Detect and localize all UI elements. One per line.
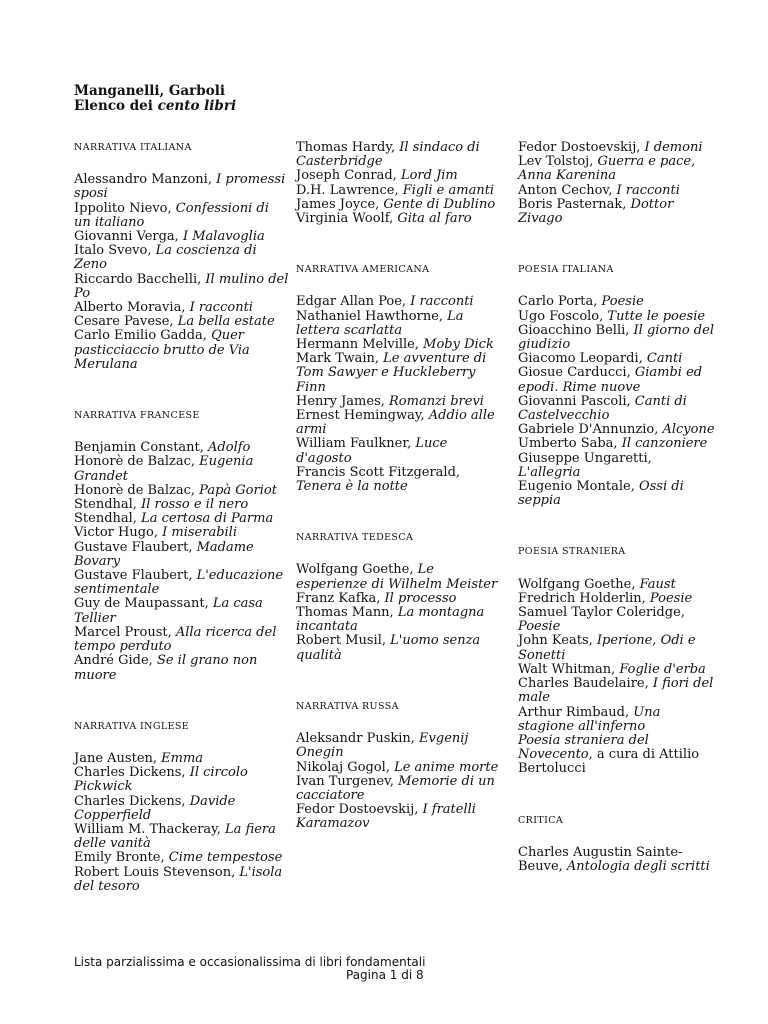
column-2	[296, 141, 506, 832]
book-editor: , a cura di Attilio Bertolucci	[518, 747, 700, 777]
book-title: La fiera delle vanità	[74, 821, 276, 852]
book-title: Le anime morte	[394, 759, 499, 775]
book-entry	[296, 409, 506, 437]
book-entry	[74, 484, 289, 498]
book-title: Romanzi brevi	[389, 393, 484, 409]
book-author: Thomas Mann,	[296, 605, 398, 621]
book-author: Benjamin Constant,	[74, 440, 209, 456]
book-author: Giosue Carducci,	[518, 365, 635, 381]
book-entry	[518, 480, 718, 508]
book-author: Italo Svevo,	[74, 243, 156, 259]
book-author: Alessandro Manzoni,	[74, 172, 217, 188]
page-number: Pagina 1 di 8	[346, 968, 424, 982]
book-entry	[296, 395, 506, 409]
book-author: Franz Kafka,	[296, 590, 385, 606]
book-author: Boris Pasternak,	[518, 196, 631, 212]
book-author: Robert Louis Stevenson,	[74, 864, 240, 880]
book-author: Thomas Hardy,	[296, 140, 400, 155]
section-gap	[296, 494, 506, 531]
book-author: Honorè de Balzac,	[74, 482, 200, 498]
book-entry	[74, 202, 289, 230]
book-title: La montagna incantata	[296, 605, 485, 635]
book-author: Fredrich Holderlin,	[518, 590, 650, 606]
book-author: Carlo Emilio Gadda,	[74, 328, 212, 344]
book-title: L'uomo senza qualità	[296, 633, 481, 663]
book-title: Memorie di un cacciatore	[296, 773, 495, 803]
book-author: William Faulkner,	[296, 436, 416, 452]
book-title: Evgenij Onegin	[296, 731, 469, 761]
book-entry	[296, 169, 506, 183]
book-entry	[518, 295, 718, 309]
book-title: Poesia straniera del Novecento	[518, 732, 649, 763]
book-entry	[518, 734, 718, 777]
book-entry	[74, 851, 289, 865]
book-entry	[518, 578, 718, 592]
book-author: Jane Austen,	[74, 750, 162, 766]
book-entry	[518, 452, 718, 480]
book-title: Addio alle armi	[296, 408, 495, 438]
book-author: Gustave Flaubert,	[74, 539, 197, 555]
book-entry	[74, 244, 289, 272]
section-heading: NARRATIVA FRANCESE	[74, 410, 200, 422]
book-title: I promessi sposi	[74, 172, 286, 202]
book-title: La coscienza di Zeno	[74, 243, 257, 273]
book-title: Madame Bovary	[74, 539, 254, 569]
book-author: Gustave Flaubert,	[74, 568, 197, 584]
book-title: La bella estate	[177, 314, 275, 330]
book-title: Eugenia Grandet	[74, 454, 254, 484]
book-author: Fedor Dostoevskij,	[518, 140, 645, 155]
book-entry	[518, 634, 718, 662]
book-author: Ippolito Nievo,	[74, 200, 176, 216]
book-title: Tutte le poesie	[607, 308, 706, 324]
section-gap	[74, 372, 289, 409]
book-title: Guerra e pace, Anna Karenina	[518, 154, 696, 184]
book-author: Lev Tolstoj,	[518, 154, 598, 170]
book-title: Il mulino del Po	[74, 271, 289, 301]
book-entry	[296, 212, 506, 226]
book-title: Adolfo	[208, 440, 251, 456]
book-title: Il rosso e il nero	[141, 497, 249, 513]
book-author: Carlo Porta,	[518, 294, 602, 310]
book-entry	[518, 606, 718, 634]
section-heading: NARRATIVA TEDESCA	[296, 532, 414, 544]
section-gap	[296, 226, 506, 263]
section-heading: NARRATIVA INGLESE	[74, 720, 190, 732]
book-author: Gioacchino Belli,	[518, 322, 634, 338]
book-title: Ossi di seppia	[518, 479, 684, 509]
book-title: La lettera scarlatta	[296, 308, 464, 338]
book-title: Luce d'agosto	[296, 436, 448, 466]
book-author: Virginia Woolf,	[296, 211, 398, 227]
book-title: Dottor Zivago	[518, 196, 674, 227]
book-title: I Malavoglia	[182, 229, 265, 245]
book-entry	[296, 352, 506, 395]
book-title: Tenera è la notte	[296, 479, 408, 495]
book-title: Iperione, Odi e Sonetti	[518, 633, 696, 663]
book-title: Canti di Castelvecchio	[518, 393, 687, 424]
section-gap	[296, 663, 506, 700]
book-title: Poesie	[601, 294, 644, 310]
book-entry	[296, 198, 506, 212]
book-entry	[296, 761, 506, 775]
book-title: I demoni	[644, 140, 703, 155]
book-title: Canti	[646, 351, 683, 367]
book-title: La certosa di Parma	[141, 511, 274, 527]
book-entry	[296, 141, 506, 169]
book-entry	[518, 677, 718, 705]
book-author: Giacomo Leopardi,	[518, 351, 647, 367]
book-entry	[518, 352, 718, 366]
book-author: Ivan Turgenev,	[296, 773, 399, 789]
book-title: Gita al faro	[397, 211, 472, 227]
column-3	[518, 141, 718, 874]
book-author: Henry James,	[296, 393, 390, 409]
book-title: Se il grano non muore	[74, 653, 258, 683]
book-entry	[74, 766, 289, 794]
book-author: Wolfgang Goethe,	[296, 562, 418, 578]
book-author: Robert Musil,	[296, 633, 391, 649]
book-author: John Keats,	[518, 633, 597, 649]
book-title: I racconti	[189, 300, 253, 316]
book-title: Giambi ed epodi. Rime nuove	[518, 365, 703, 395]
book-title: Moby Dick	[423, 337, 494, 353]
book-title: Le avventure di Tom Sawyer e Huckleberry Finn	[296, 351, 487, 395]
book-entry	[518, 198, 718, 226]
book-entry	[296, 184, 506, 198]
book-title: Alcyone	[662, 422, 715, 438]
book-title: Davide Copperfield	[74, 793, 236, 823]
book-title: I miserabili	[162, 525, 238, 541]
book-author: Giuseppe Ungaretti,	[518, 450, 652, 466]
book-title: Faust	[639, 576, 676, 592]
book-title: Poesie	[649, 590, 693, 606]
section-gap	[74, 683, 289, 720]
book-author: Hermann Melville,	[296, 337, 424, 353]
book-entry	[74, 455, 289, 483]
book-entry	[74, 569, 289, 597]
book-entry	[296, 634, 506, 662]
book-author: Samuel Taylor Coleridge,	[518, 605, 685, 621]
book-author: Wolfgang Goethe,	[518, 576, 640, 592]
book-title: I racconti	[410, 294, 474, 310]
book-author: D.H. Lawrence,	[296, 182, 403, 198]
book-entry	[296, 295, 506, 309]
book-entry	[74, 795, 289, 823]
book-author: Edgar Allan Poe,	[296, 294, 411, 310]
book-author: Alberto Moravia,	[74, 300, 190, 316]
column-1	[74, 141, 289, 894]
book-author: James Joyce,	[296, 196, 384, 212]
book-author: André Gide,	[74, 653, 157, 669]
book-author: Honorè de Balzac,	[74, 454, 200, 470]
section-heading: NARRATIVA AMERICANA	[296, 264, 430, 276]
book-author: Riccardo Bacchelli,	[74, 271, 206, 287]
book-title: L'educazione sentimentale	[74, 568, 284, 598]
book-author: Charles Baudelaire,	[518, 676, 653, 692]
book-entry	[296, 466, 506, 494]
section-gap	[518, 777, 718, 814]
book-title: Il processo	[384, 590, 457, 606]
document-title	[74, 84, 236, 114]
book-entry	[518, 437, 718, 451]
book-entry	[518, 310, 718, 324]
section-gap	[518, 508, 718, 545]
book-author: Ugo Foscolo,	[518, 308, 608, 324]
book-entry	[518, 592, 718, 606]
book-entry	[74, 541, 289, 569]
book-title: Gente di Dublino	[383, 196, 496, 212]
book-entry	[518, 423, 718, 437]
book-title: Cime tempestose	[168, 850, 283, 866]
book-author: Marcel Proust,	[74, 624, 176, 640]
book-author: Aleksandr Puskin,	[296, 731, 420, 747]
section-gap	[518, 226, 718, 263]
book-entry	[296, 775, 506, 803]
book-entry	[74, 597, 289, 625]
book-title: I fratelli Karamazov	[296, 802, 476, 832]
book-entry	[74, 752, 289, 766]
book-author: Charles Augustin Sainte-Beuve,	[518, 844, 683, 874]
book-entry	[74, 626, 289, 654]
book-title: Alla ricerca del tempo perduto	[74, 624, 277, 655]
book-title: Il giorno del giudizio	[518, 322, 714, 353]
book-author: Anton Cechov,	[518, 182, 617, 198]
book-title: L'allegria	[518, 464, 581, 480]
book-author: Mark Twain,	[296, 351, 384, 367]
book-entry	[74, 329, 289, 372]
section-heading: POESIA STRANIERA	[518, 546, 626, 558]
book-entry	[74, 315, 289, 329]
book-author: Joseph Conrad,	[296, 168, 401, 184]
book-entry	[518, 324, 718, 352]
book-author: Nathaniel Hawthorne,	[296, 308, 448, 324]
book-entry	[74, 823, 289, 851]
book-entry	[518, 184, 718, 198]
book-entry	[74, 301, 289, 315]
book-entry	[74, 498, 289, 512]
book-entry	[74, 866, 289, 894]
book-author: Charles Dickens,	[74, 765, 190, 781]
section-heading: CRITICA	[518, 814, 564, 826]
book-entry	[518, 846, 718, 874]
book-entry	[74, 273, 289, 301]
book-author: Charles Dickens,	[74, 793, 190, 809]
book-author: Francis Scott Fitzgerald,	[296, 464, 461, 480]
book-title: La casa Tellier	[74, 596, 263, 626]
book-title: Lord Jim	[400, 168, 458, 184]
book-entry	[74, 230, 289, 244]
book-title: Confessioni di un italiano	[74, 200, 269, 230]
book-title: L'isola del tesoro	[74, 864, 283, 894]
book-entry	[296, 437, 506, 465]
book-title: Papà Goriot	[199, 482, 277, 498]
book-title: Antologia degli scritti	[566, 858, 710, 874]
section-heading: NARRATIVA ITALIANA	[74, 142, 192, 153]
book-entry	[296, 338, 506, 352]
book-entry	[518, 706, 718, 734]
book-title: Emma	[161, 750, 204, 766]
book-entry	[74, 526, 289, 540]
book-title: I racconti	[616, 182, 680, 198]
book-entry	[296, 606, 506, 634]
book-entry	[518, 141, 718, 155]
book-title: I fiori del male	[518, 676, 714, 706]
book-title: Una stagione all'inferno	[518, 704, 661, 734]
book-title: Figli e amanti	[402, 182, 495, 198]
book-entry	[74, 173, 289, 201]
book-entry	[296, 310, 506, 338]
book-entry	[74, 654, 289, 682]
book-entry	[518, 663, 718, 677]
book-author: William M. Thackeray,	[74, 821, 226, 837]
book-entry	[518, 366, 718, 394]
book-author: Giovanni Pascoli,	[518, 393, 635, 409]
book-title: Le esperienze di Wilhelm Meister	[296, 562, 498, 592]
section-heading: NARRATIVA RUSSA	[296, 700, 399, 712]
book-author: Cesare Pavese,	[74, 314, 178, 330]
book-entry	[296, 803, 506, 831]
book-entry	[74, 441, 289, 455]
book-author: Stendhal,	[74, 511, 142, 527]
book-title: Foglie d'erba	[619, 661, 706, 677]
book-entry	[518, 155, 718, 183]
book-author: Victor Hugo,	[74, 525, 163, 541]
book-author: Ernest Hemingway,	[296, 408, 429, 424]
book-title: Il sindaco di Casterbridge	[296, 140, 480, 170]
book-entry	[296, 592, 506, 606]
book-author: Walt Whitman,	[518, 661, 620, 677]
book-entry	[296, 563, 506, 591]
section-heading: POESIA ITALIANA	[518, 264, 614, 276]
book-title: Il canzoniere	[621, 436, 708, 452]
book-entry	[296, 732, 506, 760]
book-author: Stendhal,	[74, 497, 142, 513]
book-title: Poesie	[518, 619, 561, 635]
title-subtitle: Elenco dei cento libri	[74, 98, 237, 114]
title-authors: Manganelli, Garboli	[74, 83, 225, 99]
book-title: Quer pasticciaccio brutto de Via Merulana	[74, 328, 250, 372]
book-author: Eugenio Montale,	[518, 479, 639, 495]
book-author: Gabriele D'Annunzio,	[518, 422, 663, 438]
book-author: Guy de Maupassant,	[74, 596, 213, 612]
book-author: Arthur Rimbaud,	[518, 704, 634, 720]
book-author: Emily Bronte,	[74, 850, 169, 866]
book-author: Giovanni Verga,	[74, 229, 183, 245]
book-author: Umberto Saba,	[518, 436, 622, 452]
book-title: Il circolo Pickwick	[74, 765, 248, 795]
book-author: Fedor Dostoevskij,	[296, 802, 423, 818]
book-entry	[518, 395, 718, 423]
book-author: Nikolaj Gogol,	[296, 759, 395, 775]
footer-note: Lista parzialissima e occasionalissima di libri fondamentali	[74, 955, 426, 969]
book-entry	[74, 512, 289, 526]
